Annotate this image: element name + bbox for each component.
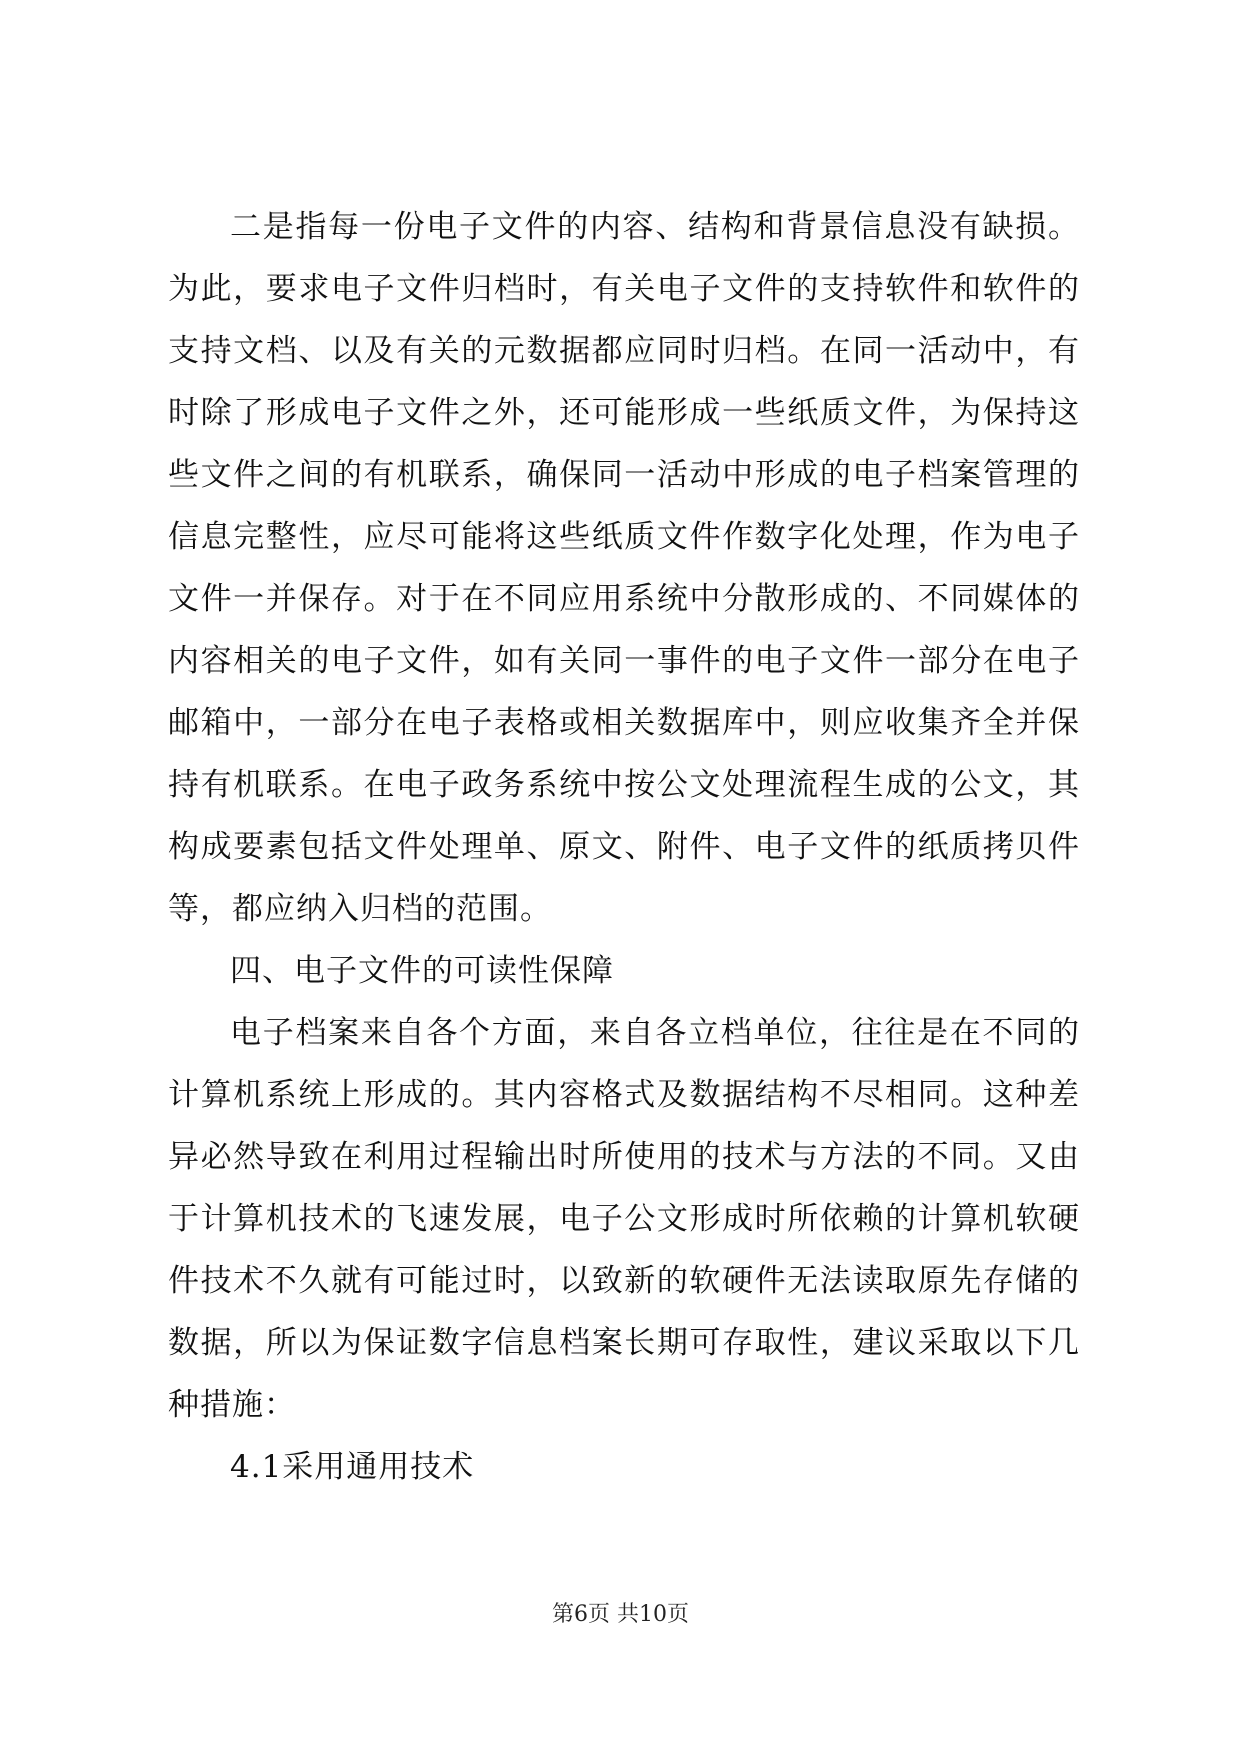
paragraph-readability: 电子档案来自各个方面，来自各立档单位，往往是在不同的计算机系统上形成的。其内容格式及数据结构不尽相同。这种差异必然导致在利用过程输出时所使用的技术与方法的不同。又由于计算机技术的飞速发展，电子公文形成时所依赖的计算机软硬件技术不久就有可能过时，以致新的软硬件无法读取原先存储的数据，所以为保证数字信息档案长期可存取性，建议采取以下几种措施： [168,1015,1080,1423]
page-number-footer: 第6页 共10页 [552,1602,689,1627]
document-body [168,196,1080,1498]
paragraph-integrity: 二是指每一份电子文件的内容、结构和背景信息没有缺损。为此，要求电子文件归档时，有关电子文件的支持软件和软件的支持文档、以及有关的元数据都应同时归档。在同一活动中，有时除了形成电子文件之外，还可能形成一些纸质文件，为保持这些文件之间的有机联系，确保同一活动中形成的电子档案管理的信息完整性，应尽可能将这些纸质文件作数字化处理，作为电子文件一并保存。对于在不同应用系统中分散形成的、不同媒体的内容相关的电子文件，如有关同一事件的电子文件一部分在电子邮箱中，一部分在电子表格或相关数据库中，则应收集齐全并保持有机联系。在电子政务系统中按公文处理流程生成的公文，其构成要素包括文件处理单、原文、附件、电子文件的纸质拷贝件等，都应纳入归档的范围。 [168,209,1080,927]
section-heading-readability: 四、电子文件的可读性保障 [230,953,614,989]
subsection-heading-general-technology: 4.1采用通用技术 [230,1449,475,1485]
